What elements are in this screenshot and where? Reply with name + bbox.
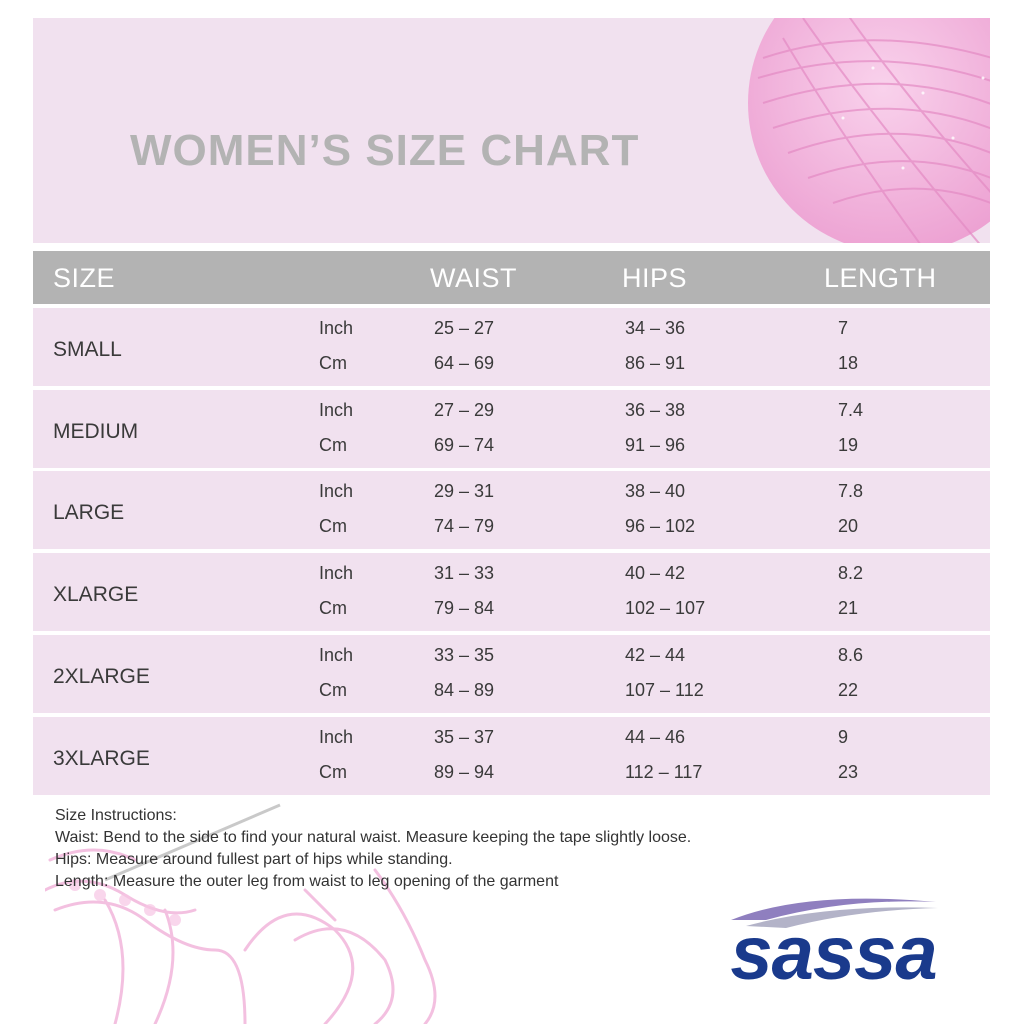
hips-cm: 96 – 102 (625, 516, 696, 536)
waist-inch: 31 – 33 (434, 563, 495, 583)
size-label: MEDIUM (53, 420, 139, 443)
length-inch: 8.6 (838, 645, 864, 665)
hips-inch: 44 – 46 (625, 727, 686, 747)
hips-cm: 107 – 112 (625, 680, 704, 700)
length-inch: 7.8 (838, 481, 864, 501)
length-cm: 19 (838, 435, 859, 455)
unit-cm: Cm (319, 353, 347, 373)
unit-cm: Cm (319, 598, 347, 618)
length-cm: 20 (838, 516, 859, 536)
unit-cm: Cm (319, 762, 347, 782)
waist-inch: 35 – 37 (434, 727, 495, 747)
waist-inch: 29 – 31 (434, 481, 495, 501)
unit-cm: Cm (319, 680, 347, 700)
length-cm: 18 (838, 353, 859, 373)
unit-inch: Inch (319, 481, 354, 501)
waist-cm: 89 – 94 (434, 762, 495, 782)
unit-inch: Inch (319, 727, 354, 747)
length-cm: 22 (838, 680, 859, 700)
size-label: 3XLARGE (53, 747, 150, 770)
instructions-heading: Size Instructions: (55, 807, 177, 824)
table-row (33, 390, 990, 468)
table-row (33, 553, 990, 631)
page-title: WOMEN’S SIZE CHART (130, 126, 640, 175)
hips-inch: 42 – 44 (625, 645, 686, 665)
size-label: 2XLARGE (53, 665, 150, 688)
header-hips: HIPS (622, 263, 688, 293)
unit-inch: Inch (319, 563, 354, 583)
length-inch: 8.2 (838, 563, 864, 583)
waist-cm: 69 – 74 (434, 435, 495, 455)
hips-cm: 102 – 107 (625, 598, 706, 618)
title-banner (33, 18, 990, 243)
length-cm: 23 (838, 762, 859, 782)
table-header (33, 251, 990, 304)
waist-cm: 79 – 84 (434, 598, 495, 618)
size-label: LARGE (53, 501, 125, 524)
length-cm: 21 (838, 598, 859, 618)
size-label: XLARGE (53, 583, 139, 606)
instruction-hips: Hips: Measure around fullest part of hips while standing. (55, 851, 453, 868)
waist-cm: 74 – 79 (434, 516, 495, 536)
hips-inch: 34 – 36 (625, 318, 686, 338)
waist-inch: 33 – 35 (434, 645, 495, 665)
length-inch: 9 (838, 727, 849, 747)
unit-inch: Inch (319, 318, 354, 338)
waist-cm: 64 – 69 (434, 353, 495, 373)
hips-inch: 38 – 40 (625, 481, 686, 501)
brand-logo (726, 890, 941, 1000)
size-label: SMALL (53, 338, 122, 361)
unit-cm: Cm (319, 516, 347, 536)
length-inch: 7 (838, 318, 849, 338)
size-instructions (55, 805, 691, 893)
yarn-ball-icon (723, 18, 990, 243)
hips-inch: 40 – 42 (625, 563, 686, 583)
instruction-length: Length: Measure the outer leg from waist to leg opening of the garment (55, 873, 559, 890)
header-size: SIZE (53, 263, 116, 293)
waist-inch: 25 – 27 (434, 318, 495, 338)
unit-inch: Inch (319, 645, 354, 665)
hips-cm: 86 – 91 (625, 353, 686, 373)
length-inch: 7.4 (838, 400, 864, 420)
brand-name: sassa (730, 911, 937, 996)
waist-cm: 84 – 89 (434, 680, 495, 700)
hips-inch: 36 – 38 (625, 400, 686, 420)
hips-cm: 112 – 117 (625, 762, 703, 782)
table-row (33, 635, 990, 713)
unit-inch: Inch (319, 400, 354, 420)
header-length: LENGTH (824, 263, 937, 293)
table-row (33, 308, 990, 386)
hips-cm: 91 – 96 (625, 435, 686, 455)
waist-inch: 27 – 29 (434, 400, 495, 420)
instruction-waist: Waist: Bend to the side to find your natural waist. Measure keeping the tape slightly loose. (55, 829, 692, 846)
table-row (33, 717, 990, 795)
table-row (33, 471, 990, 549)
unit-cm: Cm (319, 435, 347, 455)
header-waist: WAIST (430, 263, 517, 293)
